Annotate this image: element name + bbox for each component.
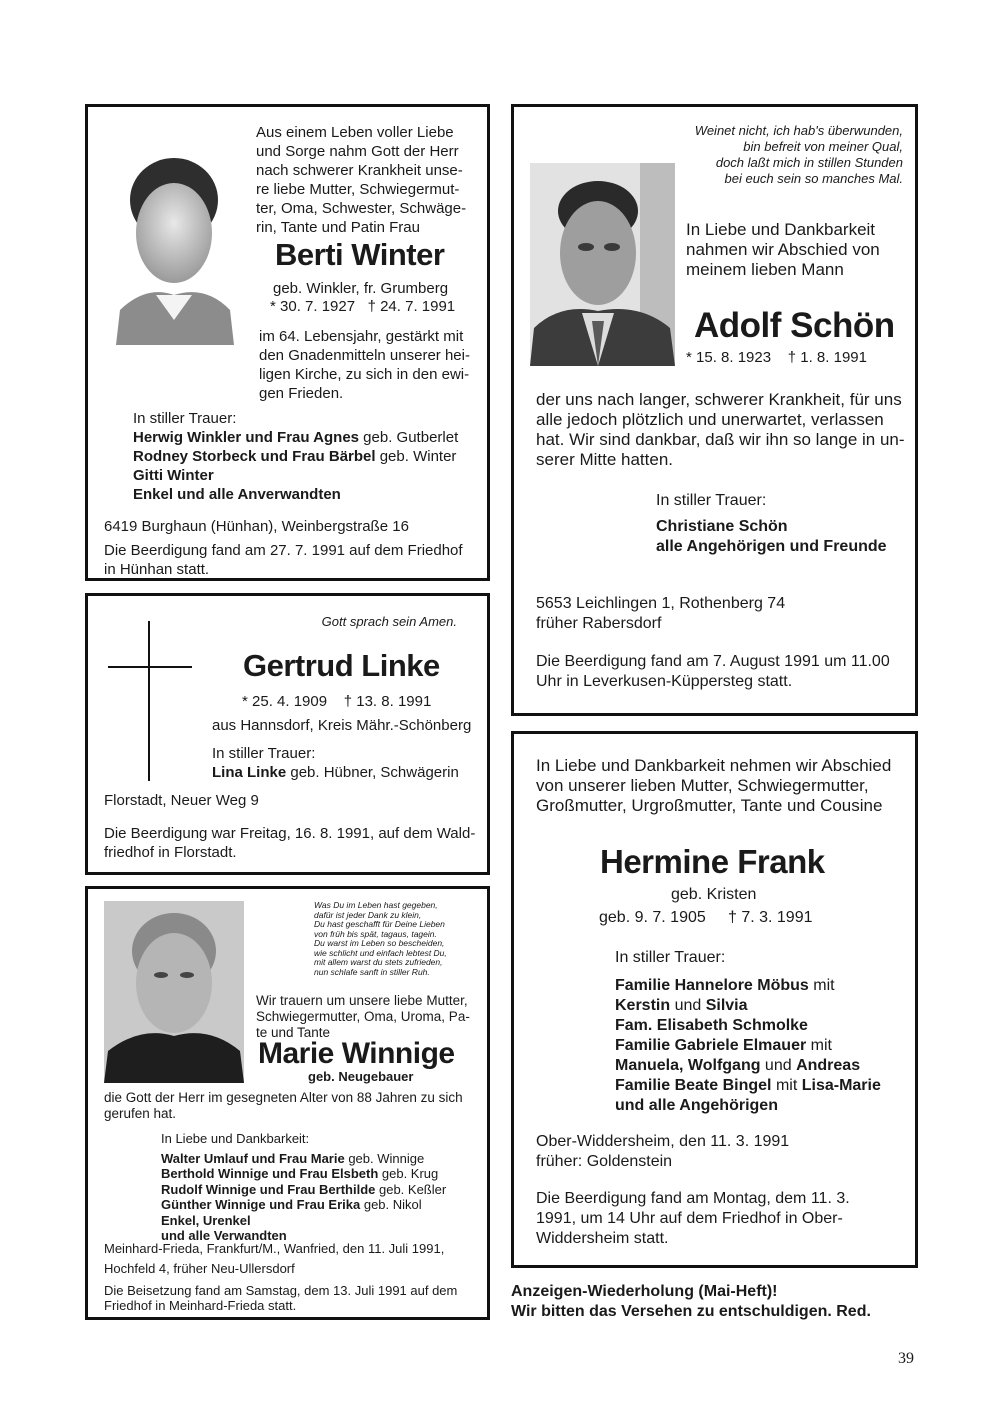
mourner-name: Rudolf Winnige und Frau Berthilde <box>161 1181 376 1197</box>
mourner-name: Familie Gabriele Elmauer <box>615 1037 807 1054</box>
mourner-name: Günther Winnige und Frau Erika <box>161 1197 361 1212</box>
mourner-line <box>615 1076 881 1096</box>
schoen-address <box>536 594 785 634</box>
obituary-berti-winter <box>85 104 490 581</box>
frank-funeral-line: Widdersheim statt. <box>536 1230 669 1247</box>
repetition-note <box>511 1282 871 1322</box>
linke-funeral <box>104 824 475 862</box>
winnige-text-line: gerufen hat. <box>104 1106 177 1121</box>
schoen-text-line: hat. Wir sind dankbar, daß wir ihn so lange in un- <box>536 430 905 449</box>
mourner-note: mit <box>808 977 835 994</box>
winnige-text-line: die Gott der Herr im gesegneten Alter von 88 Jahren zu sich <box>104 1090 463 1105</box>
deceased-name-gertrud-linke: Gertrud Linke <box>243 648 440 683</box>
schoen-intro-line: In Liebe und Dankbarkeit <box>686 220 876 239</box>
repetition-note-line: Anzeigen-Wiederholung (Mai-Heft)! <box>511 1283 778 1300</box>
mourner-name: Berthold Winnige und Frau Elsbeth <box>161 1166 379 1181</box>
linke-dates: * 25. 4. 1909 † 13. 8. 1991 <box>242 693 432 710</box>
winter-text-line: ligen Kirche, zu sich in den ewi- <box>259 366 470 383</box>
mourner-name: Andreas <box>796 1057 861 1074</box>
winnige-poem-line: dafür ist jeder Dank zu klein, <box>314 909 422 920</box>
winter-dates: * 30. 7. 1927 † 24. 7. 1991 <box>270 298 456 315</box>
frank-intro-line: In Liebe und Dankbarkeit nehmen wir Abschied <box>536 756 892 775</box>
winnige-poem-line: Du hast geschafft für Deine Lieben <box>314 919 445 929</box>
winter-intro-line: rin, Tante und Patin Frau <box>256 219 420 236</box>
winnige-intro-line: Schwiegermutter, Oma, Uroma, Pa- <box>256 1009 470 1024</box>
frank-address-line: Ober-Widdersheim, den 11. 3. 1991 <box>536 1133 790 1150</box>
schoen-intro <box>686 220 908 280</box>
winnige-poem-line: mit allem warst du stets zufrieden, <box>314 957 443 967</box>
winnige-address-line: Hochfeld 4, früher Neu-Ullersdorf <box>104 1261 295 1276</box>
winnige-mourners <box>161 1131 446 1244</box>
mourner-name: Familie Beate Bingel <box>615 1077 772 1094</box>
mourner-note: geb. Winter <box>375 448 457 465</box>
obituary-adolf-schoen <box>511 104 918 716</box>
schoen-address-line: 5653 Leichlingen 1, Rothenberg 74 <box>536 595 786 612</box>
mourner-line <box>161 1197 446 1213</box>
winter-mourners <box>133 409 458 504</box>
schoen-poem-line: Weinet nicht, ich hab's überwunden, <box>694 123 903 138</box>
obituary-hermine-frank <box>511 731 918 1268</box>
repetition-note-line: Wir bitten das Versehen zu entschuldigen. Red. <box>511 1303 871 1320</box>
mourner-line <box>161 1166 446 1182</box>
mourner-note: geb. Gutberlet <box>359 429 459 446</box>
schoen-funeral-line: Uhr in Leverkusen-Küppersteg statt. <box>536 673 793 690</box>
mourner-name: Herwig Winkler und Frau Agnes <box>133 429 360 446</box>
mourner-line <box>133 447 458 466</box>
schoen-intro-line: nahmen wir Abschied von <box>686 240 880 259</box>
schoen-poem-line: bin befreit von meiner Qual, <box>743 139 903 154</box>
mourner-name: Manuela, Wolfgang <box>615 1057 761 1074</box>
mourner-note: und <box>670 997 706 1014</box>
mourning-heading: In stiller Trauer: <box>212 745 316 762</box>
schoen-text-line: der uns nach langer, schwerer Krankheit, für uns <box>536 390 902 409</box>
frank-address-line: früher: Goldenstein <box>536 1153 673 1170</box>
winter-funeral-line: in Hünhan statt. <box>104 561 210 578</box>
winnige-address-line: Meinhard-Frieda, Frankfurt/M., Wanfried, den 11. Juli 1991, <box>104 1241 445 1256</box>
mourner-note: geb. Winnige <box>344 1150 425 1166</box>
schoen-address-line: früher Rabersdorf <box>536 615 662 632</box>
portrait-photo-berti-winter <box>106 145 236 345</box>
mourner-note: mit <box>771 1077 802 1094</box>
mourner-line <box>161 1151 446 1167</box>
schoen-text-line: serer Mitte hatten. <box>536 450 674 469</box>
mourner-name: Rodney Storbeck und Frau Bärbel <box>133 448 376 465</box>
schoen-poem-line: doch laßt mich in stillen Stunden <box>715 155 903 170</box>
schoen-funeral <box>536 652 890 692</box>
winter-address: 6419 Burghaun (Hünhan), Weinbergstraße 16 <box>104 518 409 535</box>
frank-birth-name: geb. Kristen <box>671 886 757 903</box>
frank-address <box>536 1132 789 1172</box>
winter-text-line: im 64. Lebensjahr, gestärkt mit <box>259 328 464 345</box>
cross-icon <box>148 621 150 781</box>
frank-intro <box>536 756 891 816</box>
frank-mourners <box>615 948 881 1116</box>
mourning-heading: In Liebe und Dankbarkeit: <box>161 1131 310 1146</box>
winter-birth-name: geb. Winkler, fr. Grumberg <box>273 280 449 297</box>
mourner-name: Familie Hannelore Möbus <box>615 977 809 994</box>
winnige-poem-line: von früh bis spät, tagaus, tagein. <box>314 928 437 939</box>
mourner-name: Silvia <box>705 997 748 1014</box>
mourner-line <box>615 1036 881 1056</box>
schoen-funeral-line: Die Beerdigung fand am 7. August 1991 um 11.00 <box>536 653 890 670</box>
mourner-name: und alle Verwandten <box>161 1228 287 1243</box>
frank-dates: geb. 9. 7. 1905 † 7. 3. 1991 <box>599 909 813 926</box>
mourner-name: Lina Linke <box>212 764 287 781</box>
frank-funeral-line: Die Beerdigung fand am Montag, dem 11. 3. <box>536 1190 850 1207</box>
winter-funeral-line: Die Beerdigung fand am 27. 7. 1991 auf dem Friedhof <box>104 542 463 559</box>
winnige-birth-name: geb. Neugebauer <box>308 1069 414 1084</box>
winnige-funeral-line: Friedhof in Meinhard-Frieda statt. <box>104 1298 297 1313</box>
cross-icon-bar <box>108 666 192 668</box>
mourning-heading: In stiller Trauer: <box>133 410 237 427</box>
mourning-heading: In stiller Trauer: <box>656 492 767 509</box>
mourner-name: Lisa-Marie <box>801 1077 881 1094</box>
linke-funeral-line: friedhof in Florstadt. <box>104 844 237 861</box>
winter-intro-line: nach schwerer Krankheit unse- <box>256 162 463 179</box>
mourner-note: und <box>760 1057 797 1074</box>
frank-funeral <box>536 1189 850 1249</box>
schoen-mourners <box>656 491 887 557</box>
schoen-poem <box>695 123 903 187</box>
winter-text-line: den Gnadenmitteln unserer hei- <box>259 347 470 364</box>
linke-quote: Gott sprach sein Amen. <box>321 614 457 629</box>
winter-text <box>259 327 484 403</box>
deceased-name-adolf-schoen: Adolf Schön <box>694 306 895 345</box>
mourner-name: Christiane Schön <box>656 518 788 535</box>
winnige-intro <box>256 993 470 1041</box>
mourner-note: geb. Keßler <box>375 1181 447 1197</box>
winnige-address <box>104 1239 444 1279</box>
linke-funeral-line: Die Beerdigung war Freitag, 16. 8. 1991, auf dem Wald- <box>104 825 476 842</box>
deceased-name-hermine-frank: Hermine Frank <box>600 843 825 880</box>
mourning-heading: In stiller Trauer: <box>615 949 726 966</box>
mourner-line <box>133 428 458 447</box>
mourner-note: geb. Krug <box>378 1166 439 1181</box>
winter-intro <box>256 123 481 237</box>
winter-text-line: gen Frieden. <box>259 385 344 402</box>
schoen-dates: * 15. 8. 1923 † 1. 8. 1991 <box>686 349 867 366</box>
mourner-line <box>615 1056 881 1076</box>
deceased-name-marie-winnige: Marie Winnige <box>258 1037 455 1070</box>
winnige-intro-line: te und Tante <box>256 1025 331 1040</box>
winnige-funeral <box>104 1283 457 1313</box>
mourner-name: Enkel und alle Anverwandten <box>133 486 341 503</box>
schoen-poem-line: bei euch sein so manches Mal. <box>724 171 903 186</box>
mourner-name: Walter Umlauf und Frau Marie <box>161 1150 345 1166</box>
mourner-name: Fam. Elisabeth Schmolke <box>615 1017 808 1034</box>
frank-funeral-line: 1991, um 14 Uhr auf dem Friedhof in Ober- <box>536 1210 843 1227</box>
winnige-poem <box>314 901 447 977</box>
mourner-note: mit <box>806 1037 832 1054</box>
winnige-poem-line: wie schlicht und einfach lebtest Du, <box>314 947 447 958</box>
mourner-line <box>615 976 881 996</box>
mourner-note: geb. Hübner, Schwägerin <box>286 764 459 781</box>
obituary-gertrud-linke <box>85 593 490 875</box>
winnige-intro-line: Wir trauern um unsere liebe Mutter, <box>256 993 468 1008</box>
mourner-name: Enkel, Urenkel <box>161 1212 251 1228</box>
mourner-line <box>615 996 881 1016</box>
winnige-poem-line: Was Du im Leben hast gegeben, <box>314 900 438 910</box>
linke-mourners <box>212 744 459 782</box>
mourner-name: Gitti Winter <box>133 467 214 484</box>
schoen-text-line: alle jedoch plötzlich und unerwartet, verlassen <box>536 410 884 429</box>
frank-intro-line: von unserer lieben Mutter, Schwiegermutter, <box>536 776 869 795</box>
winnige-poem-line: Du warst im Leben so bescheiden, <box>314 938 445 948</box>
mourner-line <box>161 1182 446 1198</box>
winter-funeral <box>104 541 463 579</box>
mourner-line <box>212 763 459 782</box>
deceased-name-berti-winter: Berti Winter <box>275 237 445 272</box>
mourner-name: und alle Angehörigen <box>615 1097 778 1114</box>
schoen-intro-line: meinem lieben Mann <box>686 260 844 279</box>
linke-origin: aus Hannsdorf, Kreis Mähr.-Schönberg <box>212 717 472 734</box>
winnige-funeral-line: Die Beisetzung fand am Samstag, dem 13. Juli 1991 auf dem <box>104 1283 458 1298</box>
schoen-text <box>536 390 905 470</box>
mourner-note: geb. Nikol <box>360 1197 422 1212</box>
mourner-name: alle Angehörigen und Freunde <box>656 538 887 555</box>
linke-address: Florstadt, Neuer Weg 9 <box>104 792 259 809</box>
page-number: 39 <box>898 1350 914 1367</box>
frank-intro-line: Großmutter, Urgroßmutter, Tante und Cousine <box>536 796 883 815</box>
portrait-photo-adolf-schoen <box>530 163 675 366</box>
winnige-text <box>104 1090 463 1122</box>
winter-intro-line: ter, Oma, Schwester, Schwäge- <box>256 200 467 217</box>
obituary-marie-winnige <box>85 886 490 1320</box>
portrait-photo-marie-winnige <box>104 901 244 1083</box>
winter-intro-line: re liebe Mutter, Schwiegermut- <box>256 181 460 198</box>
winnige-poem-line: nun schlafe sanft in stiller Ruh. <box>314 966 430 977</box>
winter-intro-line: und Sorge nahm Gott der Herr <box>256 143 459 160</box>
winter-intro-line: Aus einem Leben voller Liebe <box>256 124 454 141</box>
mourner-name: Kerstin <box>615 997 671 1014</box>
